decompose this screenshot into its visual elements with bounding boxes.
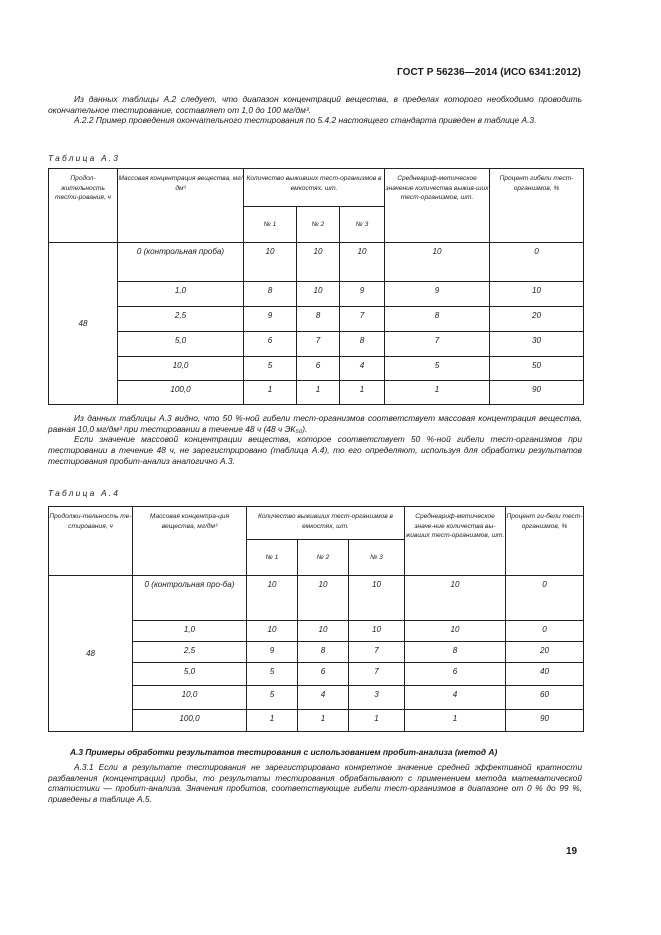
table-a3-duration-value: 48 [49,243,118,405]
table-cell: 10 [298,576,349,621]
table-cell: 1,0 [118,282,244,307]
table-a3-vessel-2: № 2 [297,207,340,243]
table-a3-header-mean: Среднеариф-метическое значение количества выжив-ших тест-организмов, шт. [385,169,490,243]
table-row [49,357,584,381]
table-a3-vessel-1: № 1 [244,207,297,243]
table-a3-header-duration: Продол-жительность тести-рования, ч [49,169,118,243]
table-cell: 1 [247,710,298,732]
table-a4-header-mortality: Процент ги-бели тест-организмов, % [506,507,584,576]
intro-paragraph-1: Из данных таблицы А.2 следует, что диапазон концентраций вещества, в пределах которого необходимо проводить окончательное тестирование, составляет от 1,0 до 100 мг/дм³. [48,94,582,115]
table-cell: 4 [405,686,506,710]
table-cell: 0 [506,621,584,642]
table-cell: 0 [490,243,584,282]
table-cell: 10 [349,621,405,642]
table-cell: 8 [340,332,385,357]
table-cell: 8 [297,307,340,332]
table-cell: 9 [247,642,298,663]
table-cell: 7 [297,332,340,357]
table-a4-header-concentration: Массовая концентра-ция вещества, мг/дм³ [133,507,247,576]
table-cell: 5 [385,357,490,381]
table-a4-vessel-1: № 1 [247,540,298,576]
middle-paragraph-1: Из данных таблицы А.3 видно, что 50 %-ной гибели тест-организмов соответствует массовая концентрация вещества, равная 10,0 мг/дм³ при тестировании в течение 48 ч (48 ч ЭК₅₀). [48,413,582,434]
section-a3-title: А.3 Примеры обработки результатов тестирования с использованием пробит-анализа (метод А) [70,747,498,757]
table-a3-header-concentration: Массовая концентрация вещества, мг/дм³ [118,169,244,243]
table-cell: 30 [490,332,584,357]
table-cell: 10 [385,243,490,282]
table-cell: 8 [385,307,490,332]
table-cell: 10 [244,243,297,282]
table-a3-caption: Таблица А.3 [48,153,121,163]
table-cell: 90 [490,381,584,405]
table-cell: 9 [340,282,385,307]
table-cell: 5,0 [133,663,247,686]
section-a3-text [48,762,582,805]
table-cell: 8 [298,642,349,663]
table-cell: 5,0 [118,332,244,357]
table-cell: 8 [405,642,506,663]
table-row [49,381,584,405]
table-cell: 3 [349,686,405,710]
table-cell: 1 [385,381,490,405]
table-cell: 7 [340,307,385,332]
table-a4-header-mean: Среднеариф-метическое значе-ние количества вы-живших тест-организмов, шт. [405,507,506,576]
table-row [49,332,584,357]
table-cell: 0 (контрольная проба) [118,243,244,282]
table-cell: 40 [506,663,584,686]
table-a4-vessel-3: № 3 [349,540,405,576]
table-a4 [48,506,584,732]
table-cell: 10 [297,282,340,307]
table-cell: 7 [385,332,490,357]
table-cell: 10 [340,243,385,282]
table-cell: 9 [385,282,490,307]
table-cell: 1 [298,710,349,732]
table-cell: 1 [349,710,405,732]
middle-paragraph-2: Если значение массовой концентрации вещества, которое соответствует 50 %-ной гибели тест-организмов при тестировании в течение 48 ч, не зарегистрировано (таблица А.4), то его определяют, используя для обработки результатов тестирования пробит-анализ аналогично А.3. [48,434,582,466]
table-cell: 60 [506,686,584,710]
table-cell: 10 [405,576,506,621]
table-cell: 7 [349,663,405,686]
table-cell: 90 [506,710,584,732]
table-row [49,307,584,332]
table-cell: 6 [244,332,297,357]
table-cell: 7 [349,642,405,663]
table-a4-caption: Таблица А.4 [48,488,121,498]
table-cell: 5 [247,663,298,686]
table-cell: 20 [490,307,584,332]
table-cell: 10,0 [133,686,247,710]
table-cell: 2,5 [133,642,247,663]
table-cell: 10,0 [118,357,244,381]
table-cell: 1 [340,381,385,405]
table-cell: 6 [405,663,506,686]
table-cell: 0 [506,576,584,621]
table-cell: 6 [297,357,340,381]
document-header: ГОСТ Р 56236—2014 (ИСО 6341:2012) [397,67,581,78]
table-cell: 5 [244,357,297,381]
table-cell: 1,0 [133,621,247,642]
table-a3-vessel-3: № 3 [340,207,385,243]
table-a3-header-mortality: Процент гибели тест-организмов, % [490,169,584,243]
table-cell: 100,0 [118,381,244,405]
table-cell: 20 [506,642,584,663]
table-row [49,576,584,621]
intro-text [48,94,582,126]
table-a3 [48,168,584,405]
table-cell: 10 [297,243,340,282]
table-cell: 1 [405,710,506,732]
table-cell: 10 [298,621,349,642]
table-row [49,243,584,282]
table-cell: 4 [340,357,385,381]
table-cell: 10 [349,576,405,621]
table-cell: 6 [298,663,349,686]
table-cell: 1 [297,381,340,405]
table-a4-header-survivors: Количество выживших тест-организмов в емкостях, шт. [247,507,405,540]
table-cell: 10 [247,621,298,642]
table-cell: 1 [244,381,297,405]
table-cell: 2,5 [118,307,244,332]
table-cell: 9 [244,307,297,332]
table-a4-vessel-2: № 2 [298,540,349,576]
table-cell: 0 (контрольная про-ба) [133,576,247,621]
section-a3-paragraph-1: А.3.1 Если в результате тестирования не зарегистрировано конкретное значение средней эффективной кратности разбавления (концентрации) пробы, то результаты тестирования обрабатывают с применением метода математической статистики — пробит-анализа. Значения пробитов, соответствующие гибели тест-организмов в диапазоне от 0 % до 99 %, приведены в таблице А.5. [48,762,582,805]
table-row [49,282,584,307]
intro-paragraph-2: А.2.2 Пример проведения окончательного тестирования по 5.4.2 настоящего стандарта приведен в таблице А.3. [74,115,537,126]
table-cell: 10 [490,282,584,307]
table-a4-header-duration: Продолжи-тельность те-стирования, ч [49,507,133,576]
table-cell: 100,0 [133,710,247,732]
middle-text [48,413,582,467]
table-cell: 8 [244,282,297,307]
page-number: 19 [566,846,578,857]
table-cell: 50 [490,357,584,381]
table-cell: 5 [247,686,298,710]
table-a3-header-survivors: Количество выживших тест-организмов в емкостях, шт. [244,169,385,207]
table-cell: 10 [247,576,298,621]
table-cell: 10 [405,621,506,642]
table-cell: 4 [298,686,349,710]
table-a4-duration-value: 48 [49,576,133,732]
